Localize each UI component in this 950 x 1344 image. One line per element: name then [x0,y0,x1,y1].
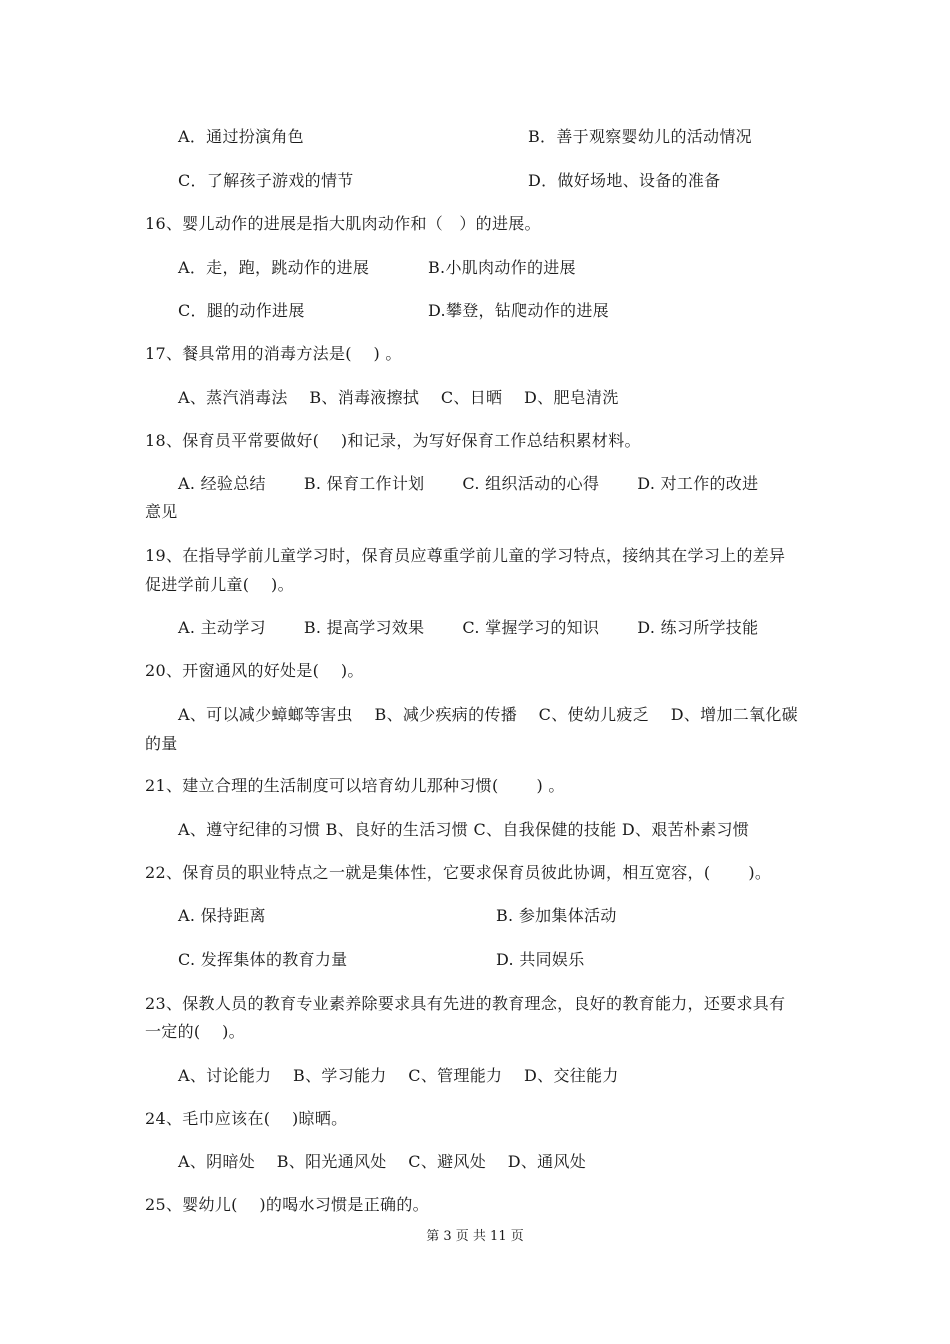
page-number-footer: 第 3 页 共 11 页 [426,1229,524,1244]
q20-options-continued: 的量 [145,734,178,753]
q16-stem: 16、婴儿动作的进展是指大肌肉动作和（ ）的进展。 [145,214,541,233]
q22-option-a: A. 保持距离 [178,906,266,925]
q24-options: A、阴暗处 B、阳光通风处 C、避风处 D、通风处 [178,1152,587,1171]
q16-option-b: B.小肌肉动作的进展 [428,258,576,277]
q19-options: A. 主动学习 B. 提高学习效果 C. 掌握学习的知识 D. 练习所学技能 [178,618,759,637]
q22-option-b: B. 参加集体活动 [496,906,617,925]
q21-stem: 21、建立合理的生活制度可以培育幼儿那种习惯( ) 。 [145,776,565,795]
q18-options-continued: 意见 [145,502,178,521]
q15-option-a: A．通过扮演角色 [178,127,304,146]
q25-stem: 25、婴幼儿( )的喝水习惯是正确的。 [145,1195,429,1214]
q18-stem: 18、保育员平常要做好( )和记录，为写好保育工作总结积累材料。 [145,431,641,450]
q15-option-b: B．善于观察婴幼儿的活动情况 [528,127,752,146]
q20-options: A、可以减少蟑螂等害虫 B、减少疾病的传播 C、使幼儿疲乏 D、增加二氧化碳 [178,705,798,724]
q19-stem-continued: 促进学前儿童( )。 [145,575,294,594]
q24-stem: 24、毛巾应该在( )晾晒。 [145,1109,348,1128]
q16-option-a: A．走，跑，跳动作的进展 [178,258,370,277]
q21-options: A、遵守纪律的习惯 B、良好的生活习惯 C、自我保健的技能 D、艰苦朴素习惯 [178,820,750,839]
q18-options: A. 经验总结 B. 保育工作计划 C. 组织活动的心得 D. 对工作的改进 [178,474,759,493]
q15-option-d: D．做好场地、设备的准备 [528,171,721,190]
q15-option-c: C．了解孩子游戏的情节 [178,171,354,190]
q23-stem-continued: 一定的( )。 [145,1022,245,1041]
q17-stem: 17、餐具常用的消毒方法是( ) 。 [145,344,402,363]
q17-options: A、蒸汽消毒法 B、消毒液擦拭 C、日晒 D、肥皂清洗 [178,388,619,407]
q22-stem: 22、保育员的职业特点之一就是集体性，它要求保育员彼此协调，相互宽容，( )。 [145,863,772,882]
q22-option-c: C. 发挥集体的教育力量 [178,950,348,969]
q16-option-c: C．腿的动作进展 [178,301,305,320]
q22-option-d: D. 共同娱乐 [496,950,585,969]
q16-option-d: D.攀登，钻爬动作的进展 [428,301,609,320]
q20-stem: 20、开窗通风的好处是( )。 [145,661,364,680]
q23-stem: 23、保教人员的教育专业素养除要求具有先进的教育理念，良好的教育能力，还要求具有 [145,994,786,1013]
q23-options: A、讨论能力 B、学习能力 C、管理能力 D、交往能力 [178,1066,619,1085]
q19-stem: 19、在指导学前儿童学习时，保育员应尊重学前儿童的学习特点，接纳其在学习上的差异 [145,546,786,565]
